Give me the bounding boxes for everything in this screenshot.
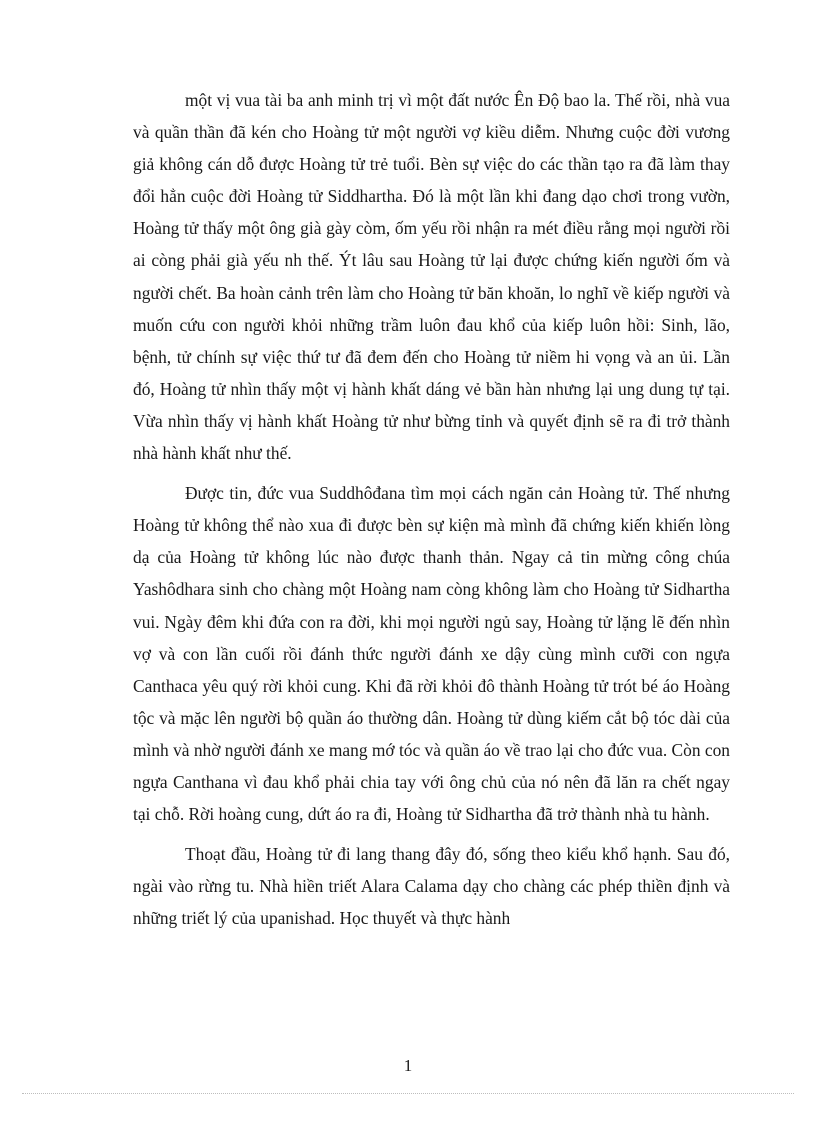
paragraph-2: Được tin, đức vua Suddhôđana tìm mọi cách ngăn cản Hoàng tử. Thế nhưng Hoàng tử không thể nào xua đi được bèn sự kiện mà mình đã chứng kiến khiến lòng dạ của Hoàng tử không lúc nào được thanh thản. Ngay cả tin mừng công chúa Yashôdhara sinh cho chàng một Hoàng nam còng không làm cho Hoàng tử Sidhartha vui. Ngày đêm khi đứa con ra đời, khi mọi người ngủ say, Hoàng tử lặng lẽ đến nhìn vợ và con lần cuối rồi đánh thức người đánh xe dậy cùng mình cưỡi con ngựa Canthaca yêu quý rời khỏi cung. Khi đã rời khỏi đô thành Hoàng tử trót bé áo Hoàng tộc và mặc lên người bộ quần áo thường dân. Hoàng tử dùng kiếm cắt bộ tóc dài của mình và nhờ người đánh xe mang mớ tóc và quần áo về trao lại cho đức vua. Còn con ngựa Canthana vì đau khổ phải chia tay với ông chủ của nó nên đã lăn ra chết ngay tại chỗ. Rời hoàng cung, dứt áo ra đi, Hoàng tử Sidhartha đã trở thành nhà tu hành. — [133, 483, 730, 825]
body-text — [133, 84, 730, 942]
paragraph-1: một vị vua tài ba anh minh trị vì một đất nước Ên Độ bao la. Thế rồi, nhà vua và quần thần đã kén cho Hoàng tử một người vợ kiều diễm. Nhưng cuộc đời vương giả không cán dỗ được Hoàng tử trẻ tuổi. Bèn sự việc do các thần tạo ra đã làm thay đổi hẳn cuộc đời Hoàng tử Siddhartha. Đó là một lần khi đang dạo chơi trong vườn, Hoàng tử thấy một ông già gày còm, ốm yếu rồi nhận ra mét điều rằng mọi người rồi ai còng phải già yếu nh thế. Ýt lâu sau Hoàng tử lại được chứng kiến người ốm và người chết. Ba hoàn cảnh trên làm cho Hoàng tử băn khoăn, lo nghĩ về kiếp người và muốn cứu con người khỏi những trầm luôn đau khổ của kiếp luôn hồi: Sinh, lão, bệnh, tử chính sự việc thứ tư đã đem đến cho Hoàng tử niềm hi vọng và an ủi. Lần đó, Hoàng tử nhìn thấy một vị hành khất dáng vẻ bần hàn nhưng lại ung dung tự tại. Vừa nhìn thấy vị hành khất Hoàng tử như bừng tỉnh và quyết định sẽ ra đi trở thành nhà hành khất như thế. — [133, 90, 730, 464]
footer-divider — [22, 1093, 794, 1094]
page-number: 1 — [403, 1056, 413, 1075]
paragraph-3: Thoạt đầu, Hoàng tử đi lang thang đây đó, sống theo kiểu khổ hạnh. Sau đó, ngài vào rừng tu. Nhà hiền triết Alara Calama dạy cho chàng các phép thiền định và những triết lý của upanishad. Học thuyết và thực hành — [133, 844, 730, 929]
